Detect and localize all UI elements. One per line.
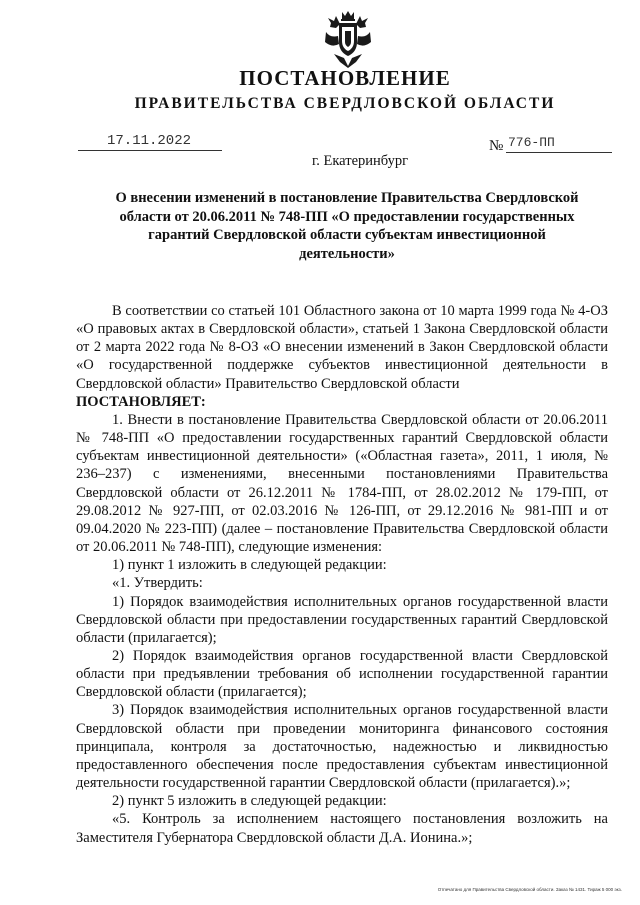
body-paragraph: «1. Утвердить:	[112, 575, 203, 592]
resolves-label: ПОСТАНОВЛЯЕТ:	[76, 393, 206, 410]
number-label: №	[489, 138, 504, 154]
body-paragraph: 1) пункт 1 изложить в следующей редакции:	[112, 557, 387, 574]
body-paragraph: «5. Контроль за исполнением настоящего постановления возложить на Заместителя Губернатора Свердловской области Д.А. Ионина.»;	[76, 811, 608, 846]
print-footer: Отпечатано для Правительства Свердловской области. Заказ № 1431. Тираж 5 000 экз.	[437, 887, 622, 892]
body-paragraph: 1) Порядок взаимодействия исполнительных органов государственной власти Свердловской области при предоставлении государственных гарантий Свердловской области (прилагается);	[76, 593, 608, 646]
document-date: 17.11.2022	[106, 133, 191, 149]
document-type-title: ПОСТАНОВЛЕНИЕ	[239, 66, 451, 90]
body-paragraph: 1. Внести в постановление Правительства Свердловской области от 20.06.2011 № 748-ПП «О предоставлении государственных гарантий Свердловской области субъектам инвестиционной деятельности» («Областная газета», 2011, 1 июля, № 236–237) с изменениями, внесенными постановлениями Правительства Свердловской области от 26.12.2011 № 1784-ПП, от 28.02.2012 № 179-ПП, от 29.08.2012 № 927-ПП, от 02.03.2016 № 126-ПП, от 29.12.2016 № 981-ПП и от 09.04.2020 № 223-ПП) (далее – постановление Правительства Свердловской области от 20.06.2011 № 748-ПП), следующие изменения:	[76, 411, 608, 556]
coat-of-arms-icon	[322, 10, 374, 68]
preamble-paragraph: В соответствии со статьей 101 Областного закона от 10 марта 1999 года № 4-ОЗ «О правовых актах в Свердловской области», статьей 1 Закона Свердловской области от 2 марта 2022 года № 8-ОЗ «О внесении изменений в Закон Свердловской области «О государственной поддержке субъектов инвестиционной деятельности в Свердловской области» Правительство Свердловской области	[76, 303, 608, 392]
document-heading: О внесении изменений в постановление Правительства Свердловской области от 20.06.2011 № 748-ПП «О предоставлении государственных гарантий Свердловской области субъектам инвестиционной деятельности»	[115, 190, 579, 262]
body-paragraph: 2) Порядок взаимодействия органов государственной власти Свердловской области при предъявлении требования об исполнении государственной гарантии Свердловской области (прилагается);	[76, 647, 608, 701]
document-number: 776-ПП	[508, 135, 555, 150]
body-paragraph: 3) Порядок взаимодействия исполнительных органов государственной власти Свердловской области при проведении мониторинга финансового состояния принципала, контроля за достаточностью, надежностью и ликвидностью предоставленного обеспечения после предоставления субъектам инвестиционной деятельности государственной гарантии Свердловской области (прилагается).»;	[76, 702, 608, 792]
issuer-subtitle: ПРАВИТЕЛЬСТВА СВЕРДЛОВСКОЙ ОБЛАСТИ	[134, 95, 556, 112]
document-body	[76, 302, 608, 847]
date-underline	[78, 150, 222, 151]
city: г. Екатеринбург	[311, 153, 409, 169]
body-paragraph: 2) пункт 5 изложить в следующей редакции:	[112, 793, 387, 810]
